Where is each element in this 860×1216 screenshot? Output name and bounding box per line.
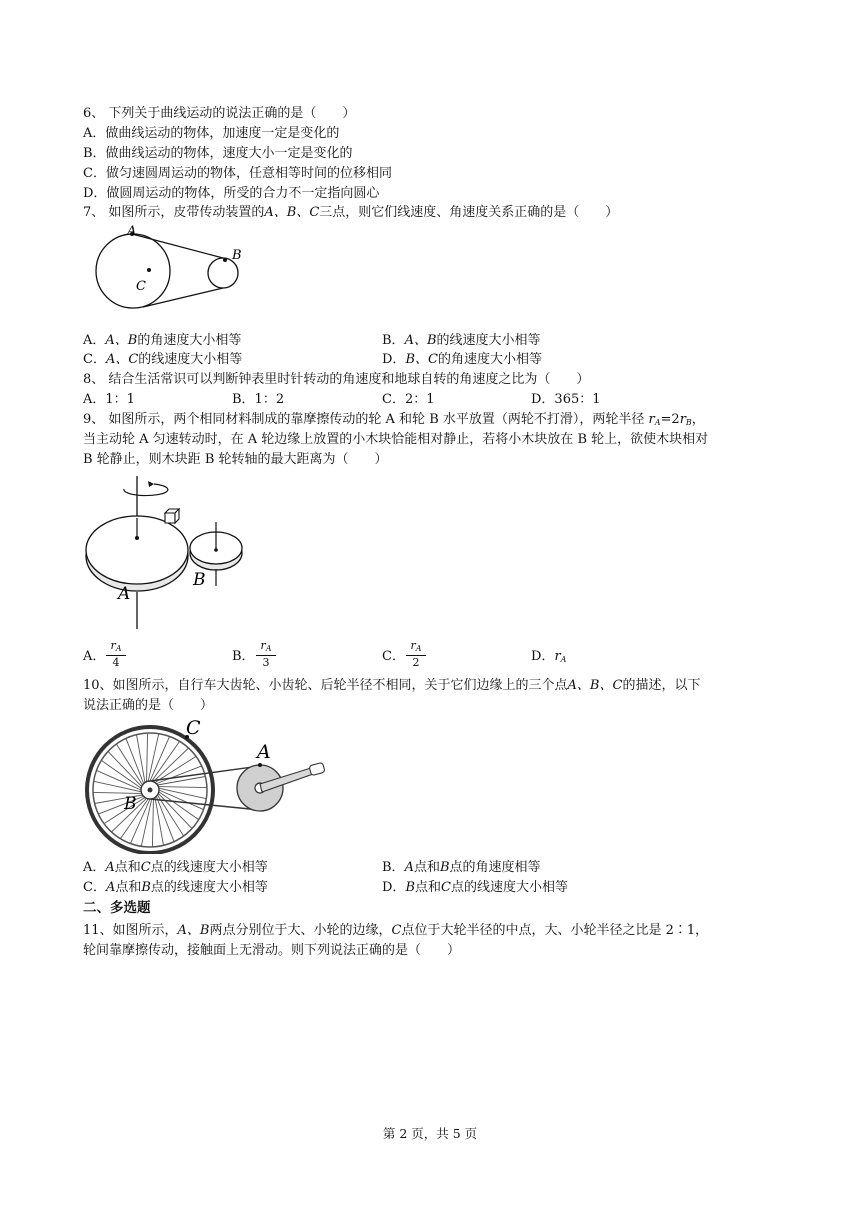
q9-arrowhead <box>148 481 154 487</box>
q6-option-d: D．做圆周运动的物体，所受的合力不一定指向圆心 <box>83 186 380 201</box>
q9-label-b: B <box>193 570 206 590</box>
q9-option-d: D．$r_A$ <box>531 649 567 664</box>
q7-label-b: B <box>232 248 242 263</box>
q9-stem-line3: B 轮静止，则木块距 B 轮转轴的最大距离为（ ） <box>83 452 388 467</box>
q10-stem-line1: 10、如图所示，自行车大齿轮、小齿轮、后轮半径不相同，关于它们边缘上的三个点A、B、C的描述，以下 <box>83 678 701 693</box>
q7-option-a: A．A、B的角速度大小相等 <box>83 333 242 348</box>
q9-option-a-fraction: $\frac{r_A}{4}$ <box>106 640 126 670</box>
q7-belt-top <box>132 234 223 258</box>
q7-label-c: C <box>136 279 146 294</box>
q10-spoke <box>158 787 207 788</box>
q8-option-b: B．1：2 <box>232 392 285 407</box>
q10-option-c: C．A点和B点的线速度大小相等 <box>83 880 268 895</box>
q9-wood-block <box>165 509 179 523</box>
q9-friction-wheels-figure <box>80 474 250 634</box>
q8-option-c: C．2：1 <box>382 392 435 407</box>
q6-stem: 6、 下列关于曲线运动的说法正确的是（ ） <box>83 106 356 121</box>
q8-option-a: A．1：1 <box>83 392 135 407</box>
q7-belt-figure <box>80 222 260 317</box>
q8-stem: 8、 结合生活常识可以判断钟表里时针转动的角速度和地球自转的角速度之比为（ ） <box>83 372 590 387</box>
q9-stem-line2: 当主动轮 A 匀速转动时，在 A 轮边缘上放置的小木块恰能相对静止，若将小木块放在 B 轮上，欲使木块相对 <box>83 432 709 447</box>
q9-option-c-fraction: $\frac{r_A}{2}$ <box>406 640 426 670</box>
q10-spoke <box>147 733 148 782</box>
q6-option-b: B．做曲线运动的物体，速度大小一定是变化的 <box>83 146 353 161</box>
q10-bicycle-figure <box>80 714 330 854</box>
q7-label-a: A <box>127 224 137 239</box>
q10-stem-line2: 说法正确的是（ ） <box>83 698 214 713</box>
q10-hub <box>148 788 153 793</box>
page-number-footer: 第 2 页，共 5 页 <box>382 1126 478 1141</box>
q7-point-c <box>147 268 151 272</box>
q9-stem-line1: 9、 如图所示，两个相同材料制成的靠摩擦传动的轮 A 和轮 B 水平放置（两轮不打滑），两轮半径 $r_A=2r_B$， <box>83 412 705 427</box>
q7-large-wheel <box>96 234 170 308</box>
q10-label-c: C <box>186 717 201 739</box>
q6-option-c: C．做匀速圆周运动的物体，任意相等时间的位移相同 <box>83 166 392 181</box>
q9-option-c-label: C． <box>382 649 405 664</box>
q9-option-b-fraction: $\frac{r_A}{3}$ <box>256 640 276 670</box>
q7-option-c: C．A、C的线速度大小相等 <box>83 352 243 367</box>
q6-option-a: A．做曲线运动的物体，加速度一定是变化的 <box>83 126 340 141</box>
q8-option-d: D．365：1 <box>531 392 601 407</box>
q10-pedal <box>309 762 325 775</box>
q7-point-b <box>223 258 227 262</box>
q7-option-d: D．B、C的角速度大小相等 <box>382 352 542 367</box>
q7-stem: 7、 如图所示，皮带传动装置的A、B、C三点，则它们线速度、角速度关系正确的是（ ） <box>83 205 619 220</box>
q10-label-b: B <box>124 794 137 814</box>
q10-label-a: A <box>257 741 271 763</box>
q9-rotation-arrow <box>124 484 168 496</box>
q11-stem-line2: 轮间靠摩擦传动，接触面上无滑动。则下列说法正确的是（ ） <box>83 943 461 958</box>
q7-belt-bottom <box>143 288 223 307</box>
q10-option-b: B．A点和B点的角速度相等 <box>382 860 541 875</box>
q10-spoke <box>152 798 153 847</box>
section-multiple-choice-title: 二、多选题 <box>83 900 151 916</box>
q11-stem-line1: 11、如图所示，A、B两点分别位于大、小轮的边缘，C点位于大轮半径的中点，大、小轮半径之比是 2∶1， <box>83 923 709 938</box>
q10-point-a <box>258 763 262 767</box>
q9-option-b-label: B． <box>232 649 255 664</box>
q9-option-a-label: A． <box>83 649 106 664</box>
q10-option-d: D．B点和C点的线速度大小相等 <box>382 880 568 895</box>
q10-option-a: A．A点和C点的线速度大小相等 <box>83 860 268 875</box>
q9-label-a: A <box>118 584 131 604</box>
q7-option-b: B．A、B的线速度大小相等 <box>382 333 541 348</box>
